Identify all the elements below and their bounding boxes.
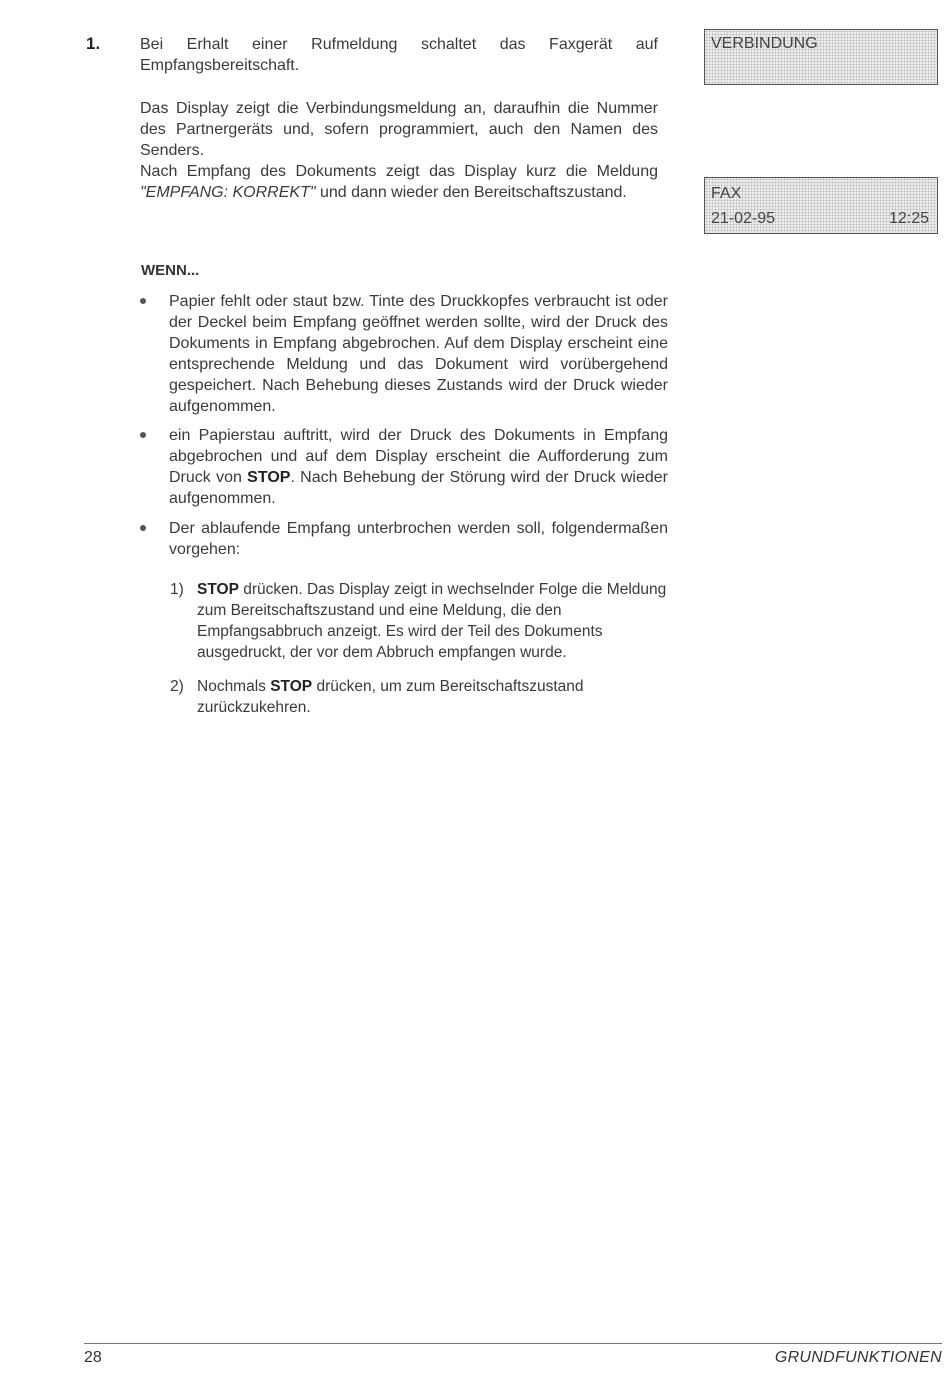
stop-key-label: STOP [197, 581, 239, 598]
step-text-post: drücken, um zum Bereitschaftszustand zurückzukehren. [197, 678, 584, 716]
display-description-text: Das Display zeigt die Verbindungsmeldung an, daraufhin die Nummer des Partnergeräts und, sofern programmiert, auch den Namen des Senders. [140, 100, 658, 159]
step-text-body: drücken. Das Display zeigt in wechselnder Folge die Meldung zum Bereitschaftszustand und eine Meldung, die den Empfangsabbruch anzeigt. Es wird der Teil des Dokuments ausgedruckt, der vor dem Abbruch empfangen wurde. [197, 581, 667, 661]
lcd-time: 12:25 [888, 210, 929, 227]
lcd-display-standby [704, 177, 938, 234]
list-item-text-post: . Nach Behebung der Störung wird der Druck wieder aufgenommen. [169, 469, 669, 507]
lcd-date: 21-02-95 [711, 210, 776, 227]
step-index: 2) [170, 678, 184, 695]
step-text-pre: Nochmals [197, 678, 271, 695]
wenn-heading: WENN... [141, 262, 200, 279]
chapter-title: GRUNDFUNKTIONEN [774, 1349, 942, 1366]
lcd-line: FAX [711, 185, 742, 202]
footer-divider [84, 1343, 942, 1344]
list-item-text: Der ablaufende Empfang unterbrochen werden soll, folgendermaßen vorgehen: [169, 520, 668, 558]
reception-text-pre: Nach Empfang des Dokuments zeigt das Display kurz die Meldung [140, 163, 658, 180]
step-text [197, 579, 670, 663]
list-item-text: Papier fehlt oder staut bzw. Tinte des Druckkopfes verbraucht ist oder der Deckel beim Empfang geöffnet werden sollte, wird der Druck des Dokuments in Empfang abgebrochen. Auf dem Display erscheint eine entsprechende Meldung und das Dokument wird vorübergehend gespeichert. Nach Behebung dieses Zustands wird der Druck wieder aufgenommen. [169, 293, 668, 415]
bullet-dot-icon [140, 298, 146, 304]
bullet-dot-icon [140, 432, 146, 438]
display-description-paragraph [140, 98, 658, 203]
stop-key-label: STOP [247, 469, 291, 486]
step-index: 1) [170, 581, 184, 598]
reception-text-post: und dann wieder den Bereitschaftszustand. [315, 184, 627, 201]
stop-key-label: STOP [270, 678, 313, 695]
numbered-step [170, 676, 670, 718]
list-item-text [169, 425, 668, 509]
list-item [140, 291, 668, 417]
lcd-display-verbindung [704, 29, 938, 85]
list-item [140, 425, 668, 509]
intro-paragraph: Bei Erhalt einer Rufmeldung schaltet das Faxgerät auf Empfangsbereitschaft. [140, 36, 658, 74]
numbered-step [170, 579, 670, 663]
bullet-dot-icon [140, 525, 146, 531]
page-number: 28 [84, 1349, 102, 1366]
reception-message-quote: "EMPFANG: KORREKT" [140, 184, 316, 201]
step-number: 1. [86, 34, 101, 53]
step-text [197, 676, 670, 718]
list-item [140, 518, 668, 560]
list-item-text-pre: ein Papierstau auftritt, wird der Druck des Dokuments in Empfang abgebrochen und auf dem Display erscheint die Aufforderung zum Druck von [169, 427, 668, 486]
lcd-line: VERBINDUNG [711, 35, 818, 52]
